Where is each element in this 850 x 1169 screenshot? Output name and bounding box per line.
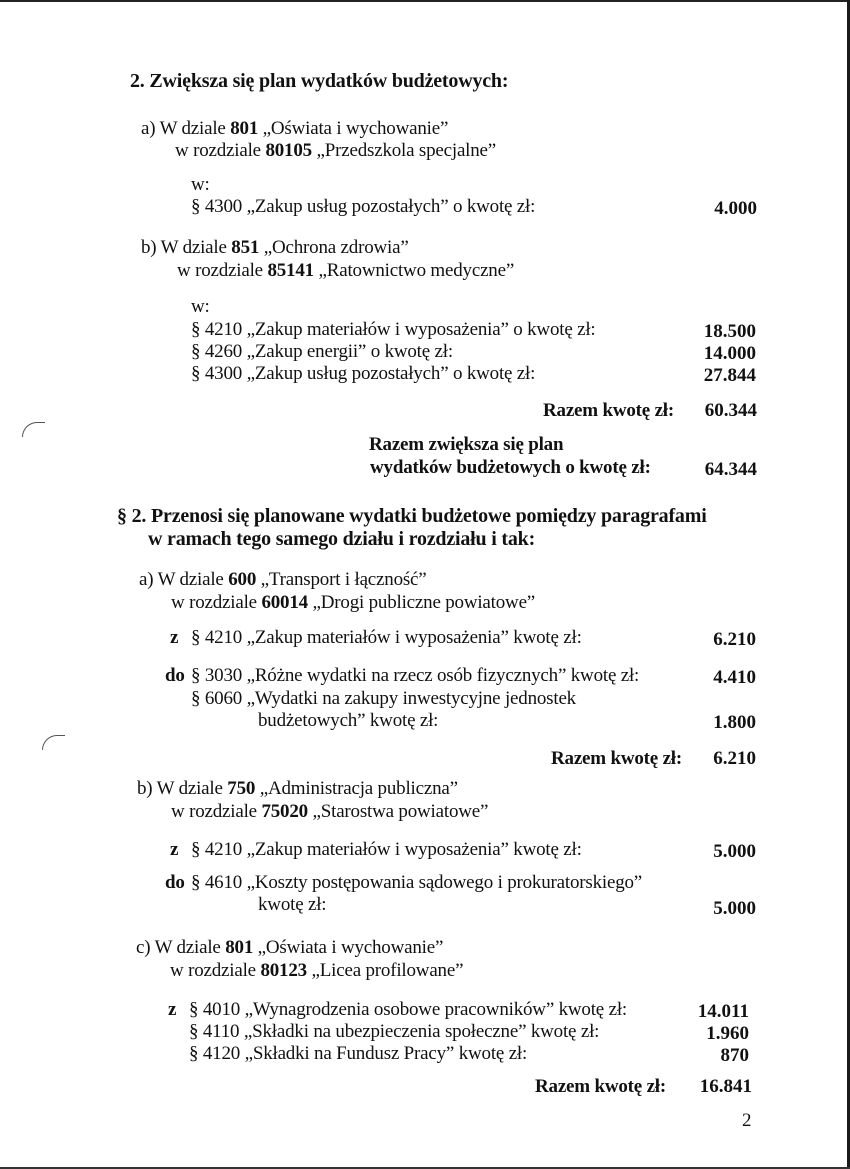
transfer-a-do-label: do [165, 665, 185, 686]
increase-total-label: Razem zwiększa się plan [369, 434, 564, 455]
transfer-c-z-line: § 4110 „Składki na ubezpieczenia społeczne” kwotę zł: [189, 1021, 600, 1042]
transfer-a-do-line: § 3030 „Różne wydatki na rzecz osób fizycznych” kwotę zł: [191, 665, 640, 686]
heading-transfer: w ramach tego samego działu i rozdziału i tak: [148, 528, 536, 550]
heading-transfer: § 2. Przenosi się planowane wydatki budżetowe pomiędzy paragrafami [117, 505, 707, 527]
transfer-c-z-line: § 4010 „Wynagrodzenia osobowe pracowników” kwotę zł: [189, 999, 627, 1020]
transfer-a-razem-label: Razem kwotę zł: [551, 748, 683, 769]
transfer-b-z-label: z [170, 839, 179, 860]
transfer-b-do-label: do [165, 872, 185, 893]
transfer-c-razem-label: Razem kwotę zł: [535, 1076, 667, 1097]
transfer-a-z-amount: 6.210 [713, 629, 756, 650]
transfer-c-rozdzial: w rozdziale 80123 „Licea profilowane” [170, 960, 464, 981]
transfer-a-z-line: § 4210 „Zakup materiałów i wyposażenia” kwotę zł: [191, 627, 582, 648]
increase-b-amount: 18.500 [703, 321, 756, 342]
increase-b-line: § 4210 „Zakup materiałów i wyposażenia” o kwotę zł: [191, 319, 596, 340]
increase-a-w-label: w: [191, 174, 210, 195]
increase-b-w-label: w: [191, 296, 210, 317]
heading-increase: 2. Zwiększa się plan wydatków budżetowych: [130, 70, 509, 92]
transfer-c-razem-amount: 16.841 [699, 1076, 752, 1097]
transfer-a-rozdzial: w rozdziale 60014 „Drogi publiczne powiatowe” [171, 592, 536, 613]
transfer-c-z-label: z [168, 999, 177, 1020]
transfer-b-do-amount: 5.000 [713, 898, 756, 919]
transfer-a-razem-amount: 6.210 [713, 748, 756, 769]
transfer-c-z-line: § 4120 „Składki na Fundusz Pracy” kwotę zł: [189, 1043, 528, 1064]
transfer-c-z-amount: 870 [720, 1045, 749, 1066]
increase-a-rozdzial: w rozdziale 80105 „Przedszkola specjalne” [175, 140, 497, 161]
transfer-a-do-amount: 1.800 [713, 712, 756, 733]
punch-hole-mark [42, 735, 65, 750]
transfer-c-dzial: c) W dziale 801 „Oświata i wychowanie” [136, 937, 444, 958]
increase-a-dzial: a) W dziale 801 „Oświata i wychowanie” [141, 118, 449, 139]
increase-b-amount: 27.844 [703, 365, 756, 386]
page-number: 2 [742, 1110, 752, 1131]
increase-b-razem-label: Razem kwotę zł: [543, 400, 675, 421]
transfer-a-do-amount: 4.410 [713, 667, 756, 688]
increase-a-line: § 4300 „Zakup usług pozostałych” o kwotę zł: [191, 196, 536, 217]
increase-b-razem-amount: 60.344 [704, 400, 757, 421]
transfer-b-do-line-cont: kwotę zł: [258, 894, 327, 915]
increase-total-label: wydatków budżetowych o kwotę zł: [370, 457, 651, 478]
transfer-b-rozdzial: w rozdziale 75020 „Starostwa powiatowe” [171, 801, 489, 822]
transfer-c-z-amount: 1.960 [706, 1023, 749, 1044]
increase-b-line: § 4300 „Zakup usług pozostałych” o kwotę zł: [191, 363, 536, 384]
transfer-a-do-line: § 6060 „Wydatki na zakupy inwestycyjne jednostek [191, 688, 576, 709]
transfer-c-z-amount: 14.011 [697, 1001, 749, 1022]
transfer-b-dzial: b) W dziale 750 „Administracja publiczna” [137, 778, 458, 799]
increase-b-dzial: b) W dziale 851 „Ochrona zdrowia” [141, 237, 409, 258]
transfer-b-z-line: § 4210 „Zakup materiałów i wyposażenia” kwotę zł: [191, 839, 582, 860]
transfer-a-dzial: a) W dziale 600 „Transport i łączność” [139, 569, 427, 590]
increase-b-line: § 4260 „Zakup energii” o kwotę zł: [191, 341, 453, 362]
scan-edge [0, 0, 850, 2]
transfer-a-do-line-cont: budżetowych” kwotę zł: [258, 710, 439, 731]
increase-total-amount: 64.344 [704, 459, 757, 480]
increase-b-amount: 14.000 [703, 343, 756, 364]
increase-a-amount: 4.000 [714, 198, 757, 219]
transfer-b-z-amount: 5.000 [713, 841, 756, 862]
transfer-a-z-label: z [170, 627, 179, 648]
increase-b-rozdzial: w rozdziale 85141 „Ratownictwo medyczne” [177, 260, 515, 281]
transfer-b-do-line: § 4610 „Koszty postępowania sądowego i prokuratorskiego” [191, 872, 643, 893]
punch-hole-mark [22, 422, 45, 437]
